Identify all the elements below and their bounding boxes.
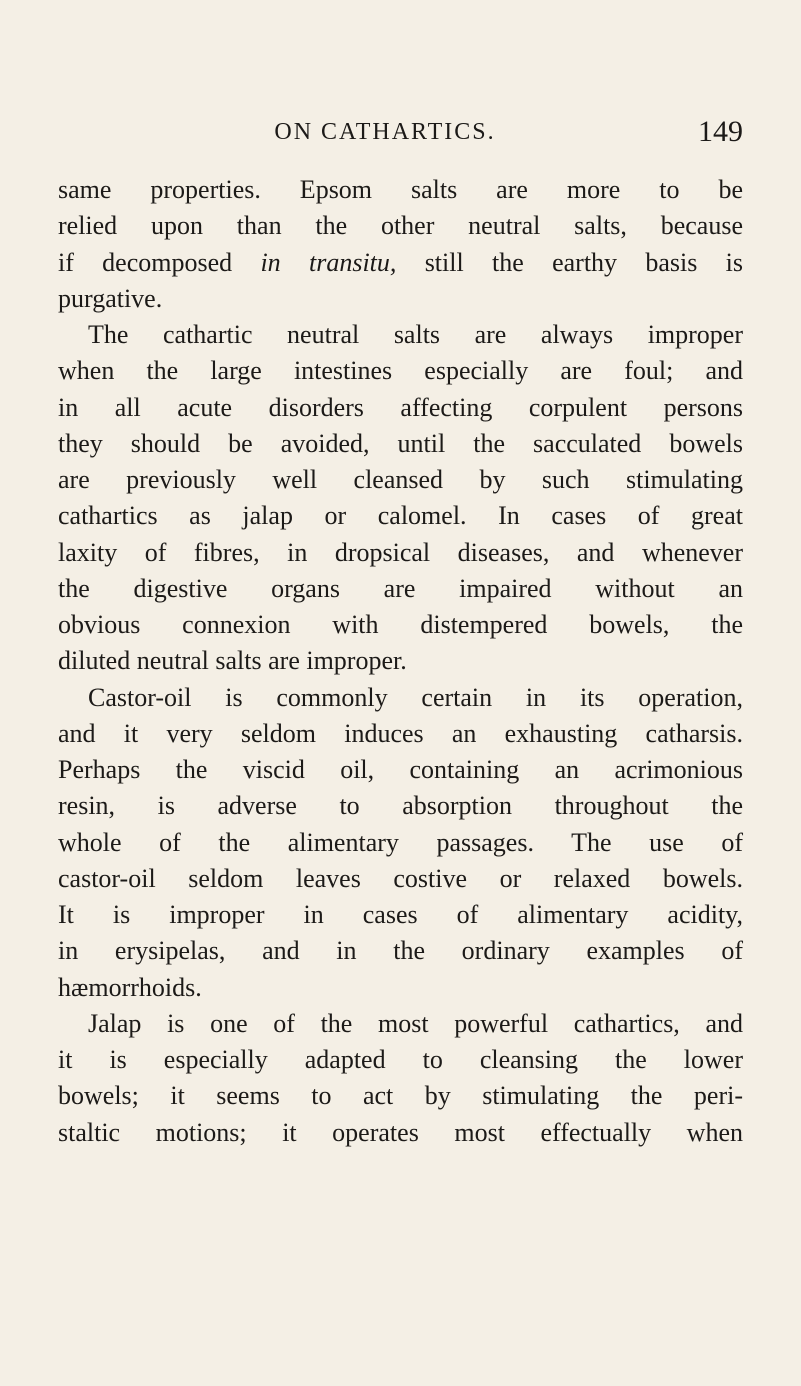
text-line: laxity of fibres, in dropsical diseases, and whenever: [58, 537, 743, 567]
text-segment: still the earthy basis is: [396, 247, 743, 277]
text-line: purgative.: [58, 283, 163, 313]
text-line: relied upon than the other neutral salts, because: [58, 211, 743, 241]
text-line: whole of the alimentary passages. The use of: [58, 827, 743, 857]
text-line: castor-oil seldom leaves costive or relaxed bowels.: [58, 863, 743, 893]
body-text: [58, 172, 743, 1151]
text-line: Jalap is one of the most powerful cathartics, and: [88, 1008, 743, 1038]
text-line: obvious connexion with distempered bowels, the: [58, 610, 743, 639]
text-line: Castor-oil is commonly certain in its operation,: [88, 682, 743, 712]
text-line: same properties. Epsom salts are more to be: [58, 175, 743, 204]
text-line: when the large intestines especially are foul; and: [58, 356, 743, 386]
text-line: The cathartic neutral salts are always improper: [88, 320, 743, 349]
text-line: cathartics as jalap or calomel. In cases of great: [58, 501, 743, 531]
page-number: 149: [698, 115, 743, 148]
text-line: in erysipelas, and in the ordinary examples of: [58, 936, 743, 966]
text-segment: if decomposed: [58, 247, 261, 277]
text-line: and it very seldom induces an exhausting catharsis.: [58, 718, 743, 748]
text-line: It is improper in cases of alimentary acidity,: [58, 900, 743, 929]
text-line: are previously well cleansed by such stimulating: [58, 465, 743, 494]
text-line: [58, 245, 743, 281]
text-line: diluted neutral salts are improper.: [58, 646, 407, 676]
running-head: [0, 112, 801, 152]
text-line: resin, is adverse to absorption throughout the: [58, 791, 743, 821]
text-line: it is especially adapted to cleansing the lower: [58, 1045, 743, 1074]
text-line: in all acute disorders affecting corpulent persons: [58, 392, 743, 422]
text-line: bowels; it seems to act by stimulating the peri-: [58, 1081, 743, 1111]
text-line: Perhaps the viscid oil, containing an acrimonious: [58, 755, 743, 784]
italic-phrase: in transitu,: [260, 247, 397, 277]
text-line: they should be avoided, until the sacculated bowels: [58, 428, 743, 458]
text-line: hæmorrhoids.: [58, 972, 202, 1002]
text-line: the digestive organs are impaired without an: [58, 573, 743, 603]
running-title: ON CATHARTICS.: [274, 119, 496, 145]
text-line: staltic motions; it operates most effectually when: [58, 1117, 743, 1147]
